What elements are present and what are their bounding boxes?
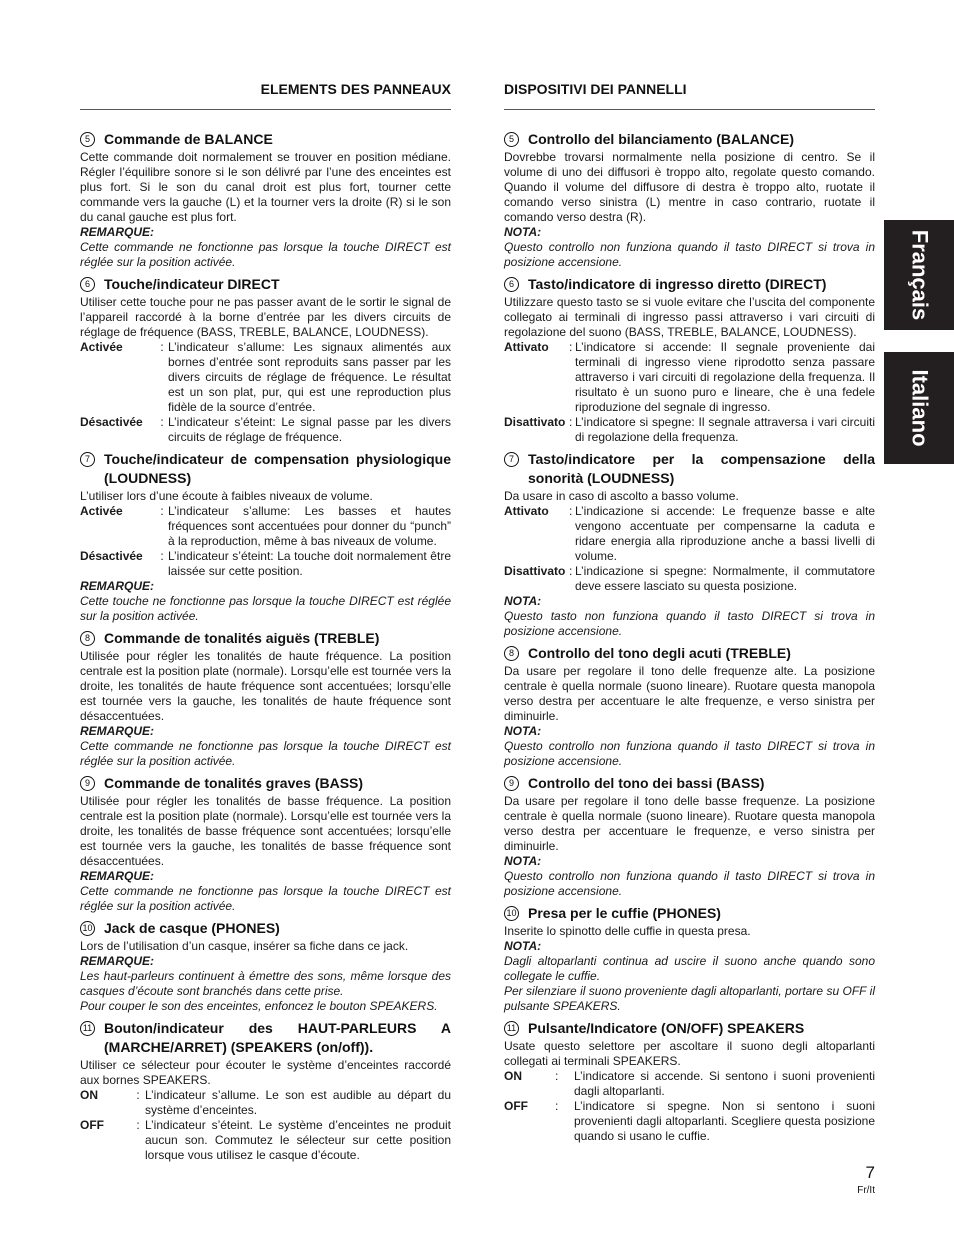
section-text: Utiliser ce sélecteur pour écouter le système d’enceintes raccordé aux bornes SPEAKERS. [80,1058,451,1087]
definition-term: Activée [80,340,123,354]
item-number-badge: 10 [80,921,95,936]
item-number-badge: 6 [504,277,519,292]
note-label: NOTA: [504,724,542,738]
note-text: Questo tasto non funziona quando il tasto DIRECT si trova in posizione accensione. [504,609,875,638]
language-tab-french [884,220,954,330]
item-number-badge: 9 [504,776,519,791]
section-heading [80,275,451,294]
item-number-badge: 11 [80,1021,95,1036]
section-loudness [80,450,451,624]
section-text: Inserite lo spinotto delle cuffie in questa presa. [504,924,751,938]
definition-desc: L’indicateur s’allume. Le son est audible au départ du système d’enceintes. [145,1088,451,1117]
section-text: Utilizzare questo tasto se si vuole evitare che l’uscita del componente collegato ai terminali di ingresso passi attraverso i vari circuiti di regolazione del suono (BASS, TREBLE, BALANCE, LOUDNESS). [504,295,875,339]
section-title: Commande de tonalités graves (BASS) [104,775,364,791]
item-number-badge: 5 [80,132,95,147]
definition-colon: : [569,340,573,354]
definition-term: Désactivée [80,415,143,429]
definition-colon: : [555,1069,559,1083]
section-heading [504,275,875,294]
section-heading [504,1019,875,1038]
definition-off [504,564,875,594]
definition-off [504,415,875,445]
item-number-badge: 6 [80,277,95,292]
section-text: Da usare per regolare il tono delle basse frequenze. La posizione centrale è quella normale (suono lineare). Ruotare questa manopola verso destra per accentuare le frequenze, e verso sinistra per diminuirle. [504,794,875,853]
note-label: NOTA: [504,854,542,868]
section-title: Controllo del tono dei bassi (BASS) [528,775,765,791]
note-label: NOTA: [504,594,542,608]
section-speakers [80,1019,451,1163]
section-text: Da usare per regolare il tono delle frequenze alte. La posizione centrale è quella normale (suono lineare). Ruotare questa manopola verso destra per accentuare le alte frequenze, e verso sinistra per diminuirle. [504,664,875,723]
note-text: Cette touche ne fonctionne pas lorsque la touche DIRECT est réglée sur la position activée. [80,594,451,623]
definition-on [504,1069,875,1099]
section-heading [80,919,451,938]
section-bass [504,774,875,899]
section-heading [80,130,451,149]
section-heading [80,629,451,648]
definition-desc: L’indicatore si spegne. Non si sentono i suoni provenienti dagli altoparlanti. Scegliere questa posizione quando si usano le cuffie. [574,1099,875,1143]
definition-colon: : [160,549,164,563]
section-balance [504,130,875,270]
item-number-badge: 7 [80,452,95,467]
definition-on [80,504,451,549]
section-title: Commande de BALANCE [104,131,273,147]
definition-colon: : [569,415,573,429]
note-label: REMARQUE: [80,724,154,738]
definition-term: ON [80,1088,98,1102]
section-heading [504,130,875,149]
item-number-badge: 8 [504,646,519,661]
section-balance [80,130,451,270]
section-treble [80,629,451,769]
note-text: Les haut-parleurs continuent à émettre des sons, même lorsque des casques d’écoute sont branchés dans cette prise. [80,969,451,998]
section-heading [504,450,875,488]
definition-desc: L’indicatore si spegne: Il segnale attraversa i vari circuiti di regolazione della frequenza. [575,415,875,444]
definition-on [80,1088,451,1118]
definition-colon: : [136,1088,140,1102]
section-header: ELEMENTS DES PANNEAUX [260,81,451,97]
note-label: REMARQUE: [80,869,154,883]
section-title: Controllo del tono degli acuti (TREBLE) [528,645,791,661]
section-header: DISPOSITIVI DEI PANNELLI [504,81,687,97]
note-label: REMARQUE: [80,579,154,593]
header-divider [504,109,875,110]
note-text: Dagli altoparlanti continua ad uscire il suono anche quando sono collegate le cuffie. [504,954,875,983]
item-number-badge: 7 [504,452,519,467]
note-text-2: Pour couper le son des enceintes, enfoncez le bouton SPEAKERS. [80,999,438,1013]
page-language-code: Fr/It [857,1185,875,1196]
section-heading [504,774,875,793]
section-direct [80,275,451,445]
definition-on [504,504,875,564]
note-label: REMARQUE: [80,954,154,968]
item-number-badge: 5 [504,132,519,147]
section-text: Utilisée pour régler les tonalités de basse fréquence. La position centrale est la position plate (normale). Lorsqu’elle est tournée vers la droite, les tonalités de basse fréquence sont accentuées; lorsqu’elle est tournée vers la gauche, les tonalités de basse fréquence sont désaccentuées. [80,794,451,868]
definition-desc: L’indicateur s’éteint: Le signal passe par les divers circuits de réglage de fréquence. [168,415,451,444]
section-title: Controllo del bilanciamento (BALANCE) [528,131,794,147]
definition-colon: : [160,415,164,429]
definition-on [504,340,875,415]
section-text: Utilisée pour régler les tonalités de haute fréquence. La position centrale est la position plate (normale). Lorsqu’elle est tournée vers la droite, les tonalités de haute fréquence sont accentuées; lorsqu’elle est tournée vers la gauche, les tonalités de haute fréquence sont désaccentuées. [80,649,451,723]
note-text: Questo controllo non funziona quando il tasto DIRECT si trova in posizione accensione. [504,869,875,898]
section-heading [80,1019,451,1057]
definition-term: Activée [80,504,123,518]
definition-desc: L’indicatore si accende. Si sentono i suoni provenienti dagli altoparlanti. [574,1069,875,1098]
definition-term: Disattivato [504,415,566,429]
note-label: NOTA: [504,225,542,239]
note-text: Cette commande ne fonctionne pas lorsque la touche DIRECT est réglée sur la position activée. [80,884,451,913]
definition-colon: : [569,564,573,578]
definition-term: Attivato [504,340,549,354]
section-text: Utiliser cette touche pour ne pas passer avant de le sortir le signal de l’appareil raccordé à la borne d’entrée par les divers circuits de réglage de fréquence (BASS, TREBLE, BALANCE, LOUDNESS). [80,295,451,339]
note-text: Questo controllo non funziona quando il tasto DIRECT si trova in posizione accensione. [504,739,875,768]
section-loudness [504,450,875,639]
section-title: Jack de casque (PHONES) [104,920,280,936]
definition-desc: L’indicateur s’éteint: La touche doit normalement être laissée sur cette position. [168,549,451,578]
note-label: NOTA: [504,939,542,953]
section-text: L’utiliser lors d’une écoute à faibles niveaux de volume. [80,489,373,503]
definition-colon: : [160,504,164,518]
definition-desc: L’indicateur s’allume: Les basses et hautes fréquences sont accentuées pour donner du “punch” à la reproduction, même à bas niveaux de volume. [168,504,451,548]
note-label: REMARQUE: [80,225,154,239]
definition-term: Désactivée [80,549,143,563]
definition-term: Attivato [504,504,549,518]
section-phones [80,919,451,1014]
definition-on [80,340,451,415]
language-tab-italian [884,352,954,464]
section-direct [504,275,875,445]
section-bass [80,774,451,914]
section-text: Dovrebbe trovarsi normalmente nella posizione di centro. Se il volume di uno dei diffusori è troppo alto, regolate questo comando. Quando il volume del diffusore di destra è troppo alto, ruotate il comando verso sinistra (L) mentre in caso contrario, ruotate il comando verso destra (R). [504,150,875,224]
item-number-badge: 11 [504,1021,519,1036]
header-divider [80,109,451,110]
definition-desc: L’indicazione si accende: Le frequenze basse e alte vengono accentuate per compensarne la caduta e ridare energia alla riproduzione anche a bassi livelli di volume. [575,504,875,563]
definition-desc: L’indicateur s’éteint. Le système d’enceintes ne produit aucun son. Commutez le sélecteur sur cette position lorsque vous utilisez le casque d’écoute. [145,1118,451,1162]
section-title: Commande de tonalités aiguës (TREBLE) [104,630,380,646]
section-title: Tasto/indicatore di ingresso diretto (DIRECT) [528,276,827,292]
item-number-badge: 9 [80,776,95,791]
definition-desc: L’indicatore si accende: Il segnale proveniente dai terminali di ingresso viene riprodotto senza passare attraverso i vari circuiti di regolazione della frequenza. Il risultato è un suono puro e lineare, che è una fedele riproduzione del segnale di ingresso. [575,340,875,414]
language-tab-label: Français [907,229,932,321]
definition-term: Disattivato [504,564,566,578]
definition-desc: L’indicazione si spegne: Normalmente, il commutatore deve essere lasciato su questa posizione. [575,564,875,593]
definition-off [504,1099,875,1144]
section-text: Usate questo selettore per ascoltare il suono degli altoparlanti collegati ai terminali SPEAKERS. [504,1039,875,1068]
definition-colon: : [136,1118,140,1132]
definition-colon: : [569,504,573,518]
definition-colon: : [555,1099,559,1113]
section-phones [504,904,875,1014]
definition-term: OFF [504,1099,528,1113]
definition-desc: L’indicateur s’allume: Les signaux alimentés aux bornes d’entrée sont reproduits sans passer par les divers circuits de réglage de fréquence. Le résultat est un son plat, pur, qui est une reproduction plus fidèle de la source d’entrée. [168,340,451,414]
section-heading [504,904,875,923]
section-title: Touche/indicateur de compensation physiologique (LOUDNESS) [104,451,451,486]
item-number-badge: 10 [504,906,519,921]
note-text: Cette commande ne fonctionne pas lorsque la touche DIRECT est réglée sur la position activée. [80,240,451,269]
section-speakers [504,1019,875,1144]
section-text: Lors de l’utilisation d’un casque, insérer sa fiche dans ce jack. [80,939,409,953]
section-heading [80,774,451,793]
section-heading [504,644,875,663]
definition-off [80,1118,451,1163]
definition-term: OFF [80,1118,104,1132]
item-number-badge: 8 [80,631,95,646]
language-tab-label: Italiano [907,369,933,447]
note-text-2: Per silenziare il suono proveniente dagli altoparlanti, portare su OFF il pulsante SPEAKERS. [504,984,875,1013]
page-number: 7 [865,1163,875,1182]
note-text: Cette commande ne fonctionne pas lorsque la touche DIRECT est réglée sur la position activée. [80,739,451,768]
section-title: Presa per le cuffie (PHONES) [528,905,721,921]
definition-term: ON [504,1069,522,1083]
note-text: Questo controllo non funziona quando il tasto DIRECT si trova in posizione accensione. [504,240,875,269]
section-title: Pulsante/Indicatore (ON/OFF) SPEAKERS [528,1020,805,1036]
definition-off [80,415,451,445]
section-title: Tasto/indicatore per la compensazione della sonorità (LOUDNESS) [528,451,875,486]
section-heading [80,450,451,488]
definition-colon: : [160,340,164,354]
section-text: Cette commande doit normalement se trouver en position médiane. Régler l’équilibre sonore si le son délivré par l’une des enceintes est plus fort. Si le son du canal droit est plus fort, tourner cette commande vers la gauche (L) et la tourner vers la droite (R) si le son du canal gauche est plus fort. [80,150,451,224]
section-text: Da usare in caso di ascolto a basso volume. [504,489,739,503]
section-treble [504,644,875,769]
section-title: Touche/indicateur DIRECT [104,276,280,292]
definition-off [80,549,451,579]
section-title: Bouton/indicateur des HAUT-PARLEURS A (MARCHE/ARRET) (SPEAKERS (on/off)). [104,1020,451,1055]
